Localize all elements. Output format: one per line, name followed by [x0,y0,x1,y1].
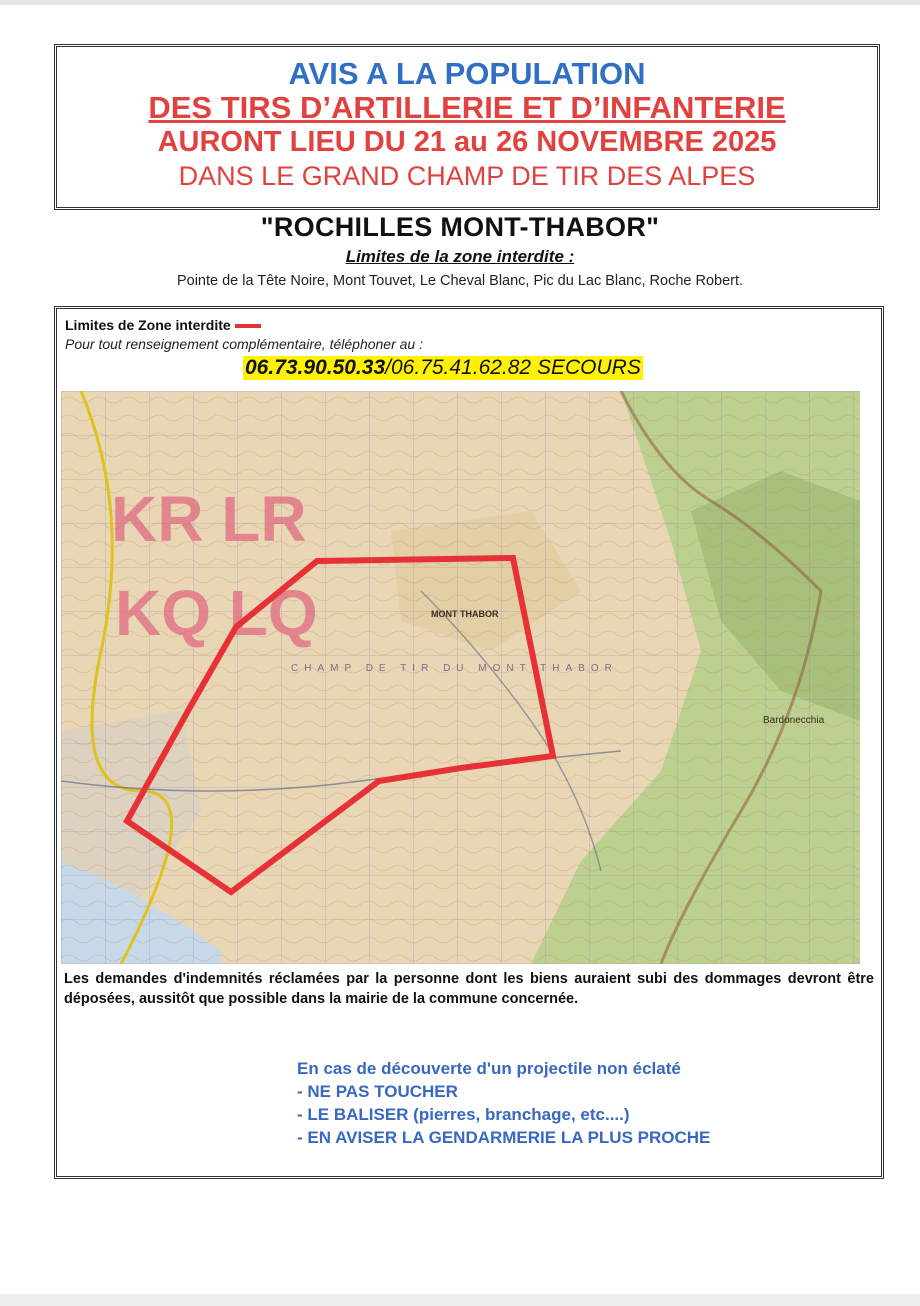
limits-heading: Limites de la zone interdite : [345,247,575,266]
top-edge [0,0,920,5]
advice-item-3: - EN AVISER LA GENDARMERIE LA PLUS PROCHE [297,1128,711,1147]
site-title: "ROCHILLES MONT-THABOR" [260,212,660,242]
secours-label: SECOURS [536,356,641,379]
map-town-label: Bardonecchia [763,715,825,726]
topographic-map [61,391,860,964]
announcement-header [54,44,880,210]
advice-item-2: - LE BALISER (pierres, branchage, etc....) [297,1105,630,1124]
map-range-label: CHAMP DE TIR DU MONT THABOR [291,663,618,674]
map-summit-label: MONT THABOR [431,609,499,619]
contact-note: Pour tout renseignement complémentaire, téléphoner au : [65,336,423,352]
header-line-2: DES TIRS D’ARTILLERIE ET D’INFANTERIE [148,90,786,125]
indemnity-notice: Les demandes d'indemnités réclamées par la personne dont les biens auraient subi des dommages devront être déposées, aussitôt que possible dans la mairie de la commune concernée. [64,971,874,1007]
bottom-edge [0,1294,920,1306]
phone-number-1[interactable]: 06.73.90.50.33 [245,356,386,379]
limits-places: Pointe de la Tête Noire, Mont Touvet, Le Cheval Blanc, Pic du Lac Blanc, Roche Robert. [176,273,744,289]
header-line-1: AVIS A LA POPULATION [288,56,646,91]
advice-title: En cas de découverte d'un projectile non éclaté [297,1059,681,1078]
map-grid-code-2: KQ LQ [115,577,318,649]
header-line-4: DANS LE GRAND CHAMP DE TIR DES ALPES [178,161,756,191]
map-image [61,391,860,964]
advice-item-1: - NE PAS TOUCHER [297,1082,458,1101]
unexploded-ordnance-advice [297,1057,710,1149]
map-grid-code-1: KR LR [111,483,307,555]
phone-separator: / [385,356,391,379]
phone-highlight [243,356,643,380]
phone-number-2[interactable]: 06.75.41.62.82 [390,356,532,379]
map-notice-frame [54,306,884,1179]
header-line-3: AURONT LIEU DU 21 au 26 NOVEMBRE 2025 [157,126,777,158]
zone-legend [65,317,261,333]
zone-legend-label: Limites de Zone interdite [65,317,231,333]
zone-legend-swatch [235,324,261,328]
